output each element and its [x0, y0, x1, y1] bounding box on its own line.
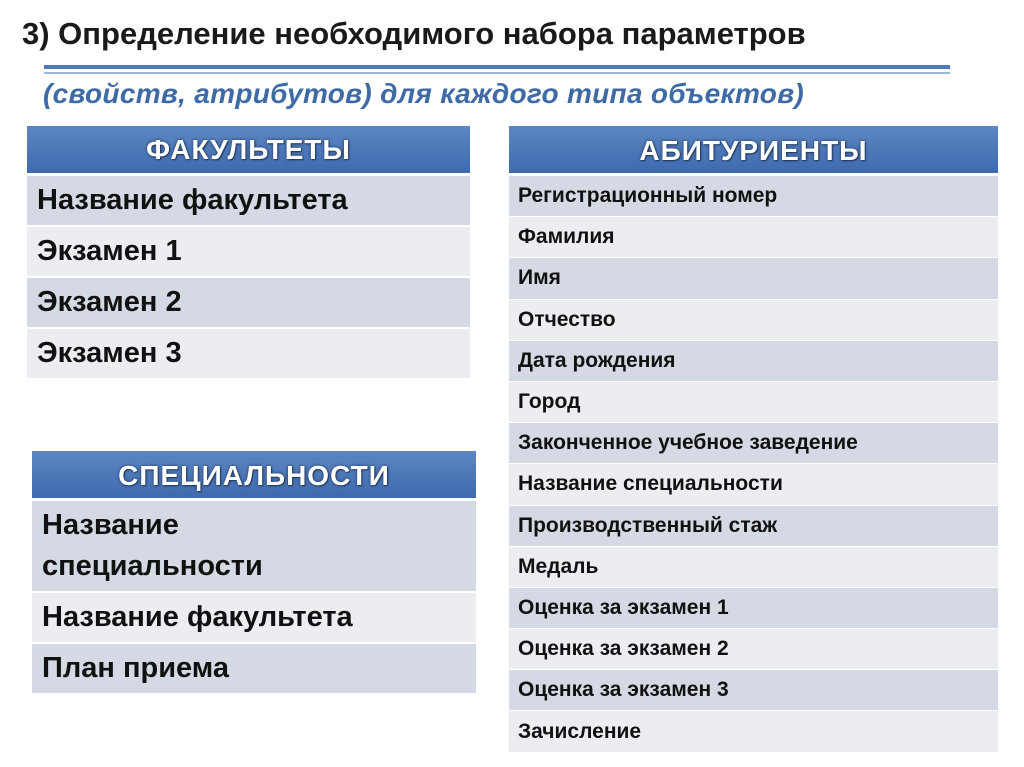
table-row: Город	[509, 382, 998, 423]
table-row: Регистрационный номер	[509, 176, 998, 217]
specialties-table	[32, 451, 476, 695]
table-row: Название факультета	[32, 593, 476, 644]
table-row: Зачисление	[509, 711, 998, 752]
table-row: Экзамен 3	[27, 329, 470, 380]
page-title: 3) Определение необходимого набора параметров	[22, 16, 806, 51]
table-row: Оценка за экзамен 3	[509, 670, 998, 711]
table-row: Законченное учебное заведение	[509, 423, 998, 464]
table-row: Медаль	[509, 547, 998, 588]
title-underline	[44, 65, 950, 69]
table-row: Дата рождения	[509, 341, 998, 382]
table-row: Оценка за экзамен 1	[509, 588, 998, 629]
table-row: Название специальности	[509, 464, 998, 505]
faculties-header: ФАКУЛЬТЕТЫ	[27, 126, 470, 176]
table-row	[32, 501, 476, 593]
faculties-table	[27, 126, 470, 380]
title-underline-thin	[44, 72, 950, 74]
applicants-table	[509, 126, 998, 753]
table-row: Оценка за экзамен 2	[509, 629, 998, 670]
table-row: План приема	[32, 644, 476, 695]
specialties-header: СПЕЦИАЛЬНОСТИ	[32, 451, 476, 501]
applicants-header: АБИТУРИЕНТЫ	[509, 126, 998, 176]
table-row: Экзамен 1	[27, 227, 470, 278]
table-row: Производственный стаж	[509, 506, 998, 547]
table-row: Экзамен 2	[27, 278, 470, 329]
table-row: Имя	[509, 258, 998, 299]
table-row: Название факультета	[27, 176, 470, 227]
table-row-label: Название специальности	[42, 509, 263, 582]
table-row: Фамилия	[509, 217, 998, 258]
page-subtitle: (свойств, атрибутов) для каждого типа объектов)	[43, 78, 805, 109]
table-row: Отчество	[509, 300, 998, 341]
